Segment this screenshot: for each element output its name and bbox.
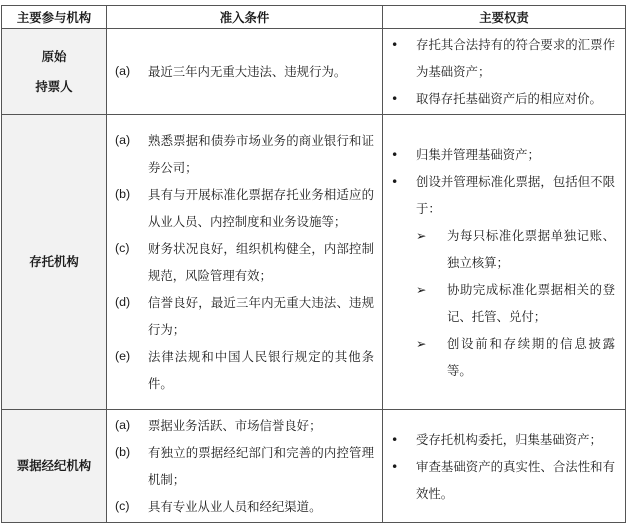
- bullet-icon: •: [391, 173, 399, 189]
- condition-item: (b) 具有与开展标准化票据存托业务相适应的从业人员、内控制度和业务设施等；: [115, 187, 374, 229]
- rights-cell: [383, 29, 626, 115]
- header-rights: 主要权责: [383, 6, 626, 29]
- rights-cell: [383, 115, 626, 410]
- arrow-bullet-icon: ➢: [416, 281, 427, 297]
- rights-item: • 存托其合法持有的符合要求的汇票作为基础资产；: [391, 31, 615, 85]
- header-conditions: 准入条件: [107, 6, 383, 29]
- bullet-icon: •: [391, 146, 399, 162]
- rights-item: • 审查基础资产的真实性、合法性和有效性。: [391, 453, 615, 507]
- rights-item: • 创设并管理标准化票据，包括但不限于：: [391, 168, 615, 222]
- condition-item: (a) 最近三年内无重大违法、违规行为。: [115, 64, 347, 79]
- institution-name: 票据经纪机构: [2, 410, 107, 523]
- bullet-icon: •: [391, 431, 399, 447]
- participants-table: [1, 5, 626, 523]
- condition-item: (e) 法律法规和中国人民银行规定的其他条件。: [115, 349, 374, 391]
- condition-item: (c) 财务状况良好，组织机构健全，内部控制规范，风险管理有效；: [115, 241, 374, 283]
- table-row: [2, 115, 626, 410]
- bullet-icon: •: [391, 458, 399, 474]
- rights-subitem: ➢ 创设前和存续期的信息披露等。: [391, 330, 615, 384]
- conditions-cell: [107, 410, 383, 523]
- rights-item: • 受存托机构委托，归集基础资产；: [391, 426, 615, 453]
- condition-item: (b) 有独立的票据经纪部门和完善的内控管理机制；: [115, 445, 374, 487]
- condition-item: (c) 具有专业从业人员和经纪渠道。: [115, 499, 322, 514]
- institution-name: 原始 持票人: [2, 29, 107, 115]
- rights-subitem: ➢ 为每只标准化票据单独记账、独立核算；: [391, 222, 615, 276]
- condition-item: (d) 信誉良好，最近三年内无重大违法、违规行为；: [115, 295, 374, 337]
- arrow-bullet-icon: ➢: [416, 227, 427, 243]
- condition-item: (a) 熟悉票据和债券市场业务的商业银行和证券公司；: [115, 133, 374, 175]
- rights-cell: [383, 410, 626, 523]
- arrow-bullet-icon: ➢: [416, 335, 427, 351]
- rights-subitem: ➢ 协助完成标准化票据相关的登记、托管、兑付；: [391, 276, 615, 330]
- table-row: [2, 410, 626, 523]
- condition-item: (a) 票据业务活跃、市场信誉良好；: [115, 418, 322, 433]
- header-institution: 主要参与机构: [2, 6, 107, 29]
- table-row: [2, 29, 626, 115]
- conditions-cell: [107, 115, 383, 410]
- bullet-icon: •: [391, 91, 399, 106]
- rights-item: • 归集并管理基础资产；: [391, 141, 615, 168]
- institution-name: 存托机构: [2, 115, 107, 410]
- bullet-icon: •: [391, 37, 399, 52]
- rights-item: • 取得存托基础资产后的相应对价。: [391, 85, 615, 112]
- header-row: [2, 6, 626, 29]
- conditions-cell: [107, 29, 383, 115]
